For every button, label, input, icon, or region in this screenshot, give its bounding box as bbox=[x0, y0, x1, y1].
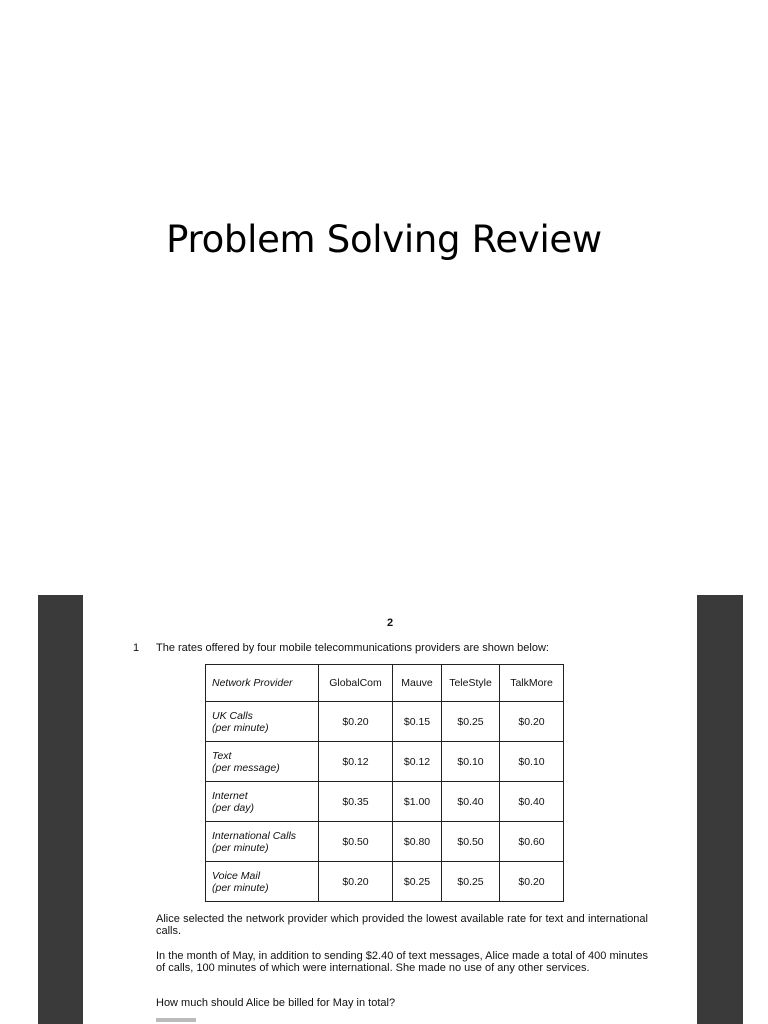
row-label-main: UK Calls bbox=[212, 709, 253, 722]
table-cell: $0.15 bbox=[393, 702, 442, 742]
paragraph-provider-choice: Alice selected the network provider which provided the lowest available rate for text and international calls. bbox=[156, 913, 648, 937]
paragraph-usage: In the month of May, in addition to sending $2.40 of text messages, Alice made a total of 400 minutes of calls, 100 minutes of which were international. She made no use of any other services. bbox=[156, 950, 648, 974]
table-cell: $0.80 bbox=[393, 822, 442, 862]
table-cell: $0.20 bbox=[500, 702, 564, 742]
question-intro: The rates offered by four mobile telecommunications providers are shown below: bbox=[156, 642, 549, 654]
header-cell: GlobalCom bbox=[319, 665, 393, 702]
row-label bbox=[206, 702, 319, 742]
header-cell: Mauve bbox=[393, 665, 442, 702]
table-cell: $0.60 bbox=[500, 822, 564, 862]
table-cell: $0.35 bbox=[319, 782, 393, 822]
table-cell: $0.50 bbox=[442, 822, 500, 862]
scanned-exam-page bbox=[83, 595, 697, 1024]
table-cell: $0.10 bbox=[442, 742, 500, 782]
table-cell: $0.25 bbox=[442, 702, 500, 742]
row-label-main: International Calls bbox=[212, 829, 297, 842]
row-label-unit: (per minute) bbox=[212, 841, 269, 854]
row-label-unit: (per day) bbox=[212, 801, 255, 814]
row-label-main: Voice Mail bbox=[212, 869, 261, 882]
table-cell: $0.20 bbox=[319, 702, 393, 742]
cut-off-answer-line bbox=[156, 1018, 196, 1022]
question-text: How much should Alice be billed for May in total? bbox=[156, 997, 396, 1009]
row-label bbox=[206, 822, 319, 862]
row-label bbox=[206, 782, 319, 822]
row-label-main: Text bbox=[212, 749, 232, 762]
table-row bbox=[206, 782, 564, 822]
table-row bbox=[206, 862, 564, 902]
table-cell: $0.25 bbox=[442, 862, 500, 902]
table-cell: $0.20 bbox=[319, 862, 393, 902]
slide-title: Problem Solving Review bbox=[166, 218, 602, 261]
table-cell: $0.10 bbox=[500, 742, 564, 782]
row-label bbox=[206, 742, 319, 782]
right-dark-border bbox=[697, 595, 743, 1024]
question-number: 1 bbox=[133, 642, 140, 654]
row-label-unit: (per message) bbox=[212, 761, 280, 774]
header-cell: TalkMore bbox=[500, 665, 564, 702]
header-cell: TeleStyle bbox=[442, 665, 500, 702]
table-cell: $0.40 bbox=[442, 782, 500, 822]
row-label-main: Internet bbox=[212, 789, 248, 802]
row-label-unit: (per minute) bbox=[212, 881, 269, 894]
table-cell: $0.25 bbox=[393, 862, 442, 902]
table-cell: $0.40 bbox=[500, 782, 564, 822]
table-row bbox=[206, 822, 564, 862]
row-label bbox=[206, 862, 319, 902]
table-cell: $0.12 bbox=[319, 742, 393, 782]
table-cell: $0.50 bbox=[319, 822, 393, 862]
table-header-row bbox=[206, 665, 564, 702]
page-number: 2 bbox=[386, 617, 394, 629]
table-row bbox=[206, 742, 564, 782]
table-cell: $0.20 bbox=[500, 862, 564, 902]
header-cell: Network Provider bbox=[206, 665, 319, 702]
table-cell: $1.00 bbox=[393, 782, 442, 822]
left-dark-border bbox=[38, 595, 83, 1024]
table-cell: $0.12 bbox=[393, 742, 442, 782]
row-label-unit: (per minute) bbox=[212, 721, 269, 734]
table-row bbox=[206, 702, 564, 742]
rates-table bbox=[205, 664, 564, 902]
